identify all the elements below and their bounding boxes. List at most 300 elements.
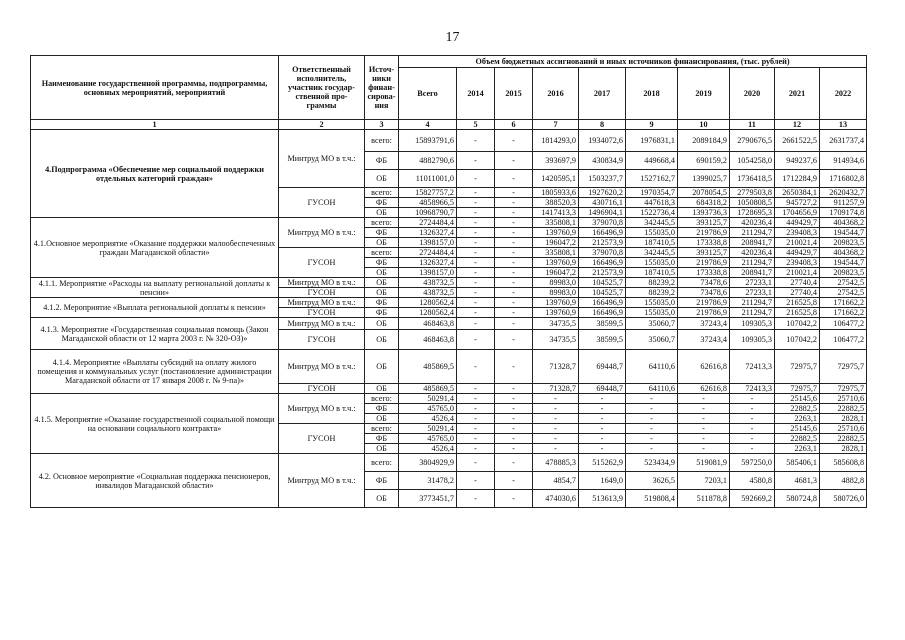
amount-cell: 45765,0 [399, 434, 457, 444]
amount-cell: - [678, 434, 730, 444]
funding-source: ОБ [365, 384, 399, 394]
header-year: Всего [399, 68, 457, 120]
amount-cell: - [457, 444, 495, 454]
amount-cell: 216525,8 [775, 308, 820, 318]
amount-cell: 155035,0 [626, 258, 678, 268]
amount-cell: 64110,6 [626, 350, 678, 384]
amount-cell: - [457, 384, 495, 394]
table-row [31, 350, 867, 384]
amount-cell: - [495, 198, 533, 208]
amount-cell: - [457, 330, 495, 350]
amount-cell: - [495, 278, 533, 288]
amount-cell: 216525,8 [775, 298, 820, 308]
amount-cell: 485869,5 [399, 384, 457, 394]
funding-source: ОБ [365, 330, 399, 350]
table-row [31, 318, 867, 330]
amount-cell: 25710,6 [820, 424, 867, 434]
amount-cell: 580726,0 [820, 490, 867, 508]
funding-source: всего: [365, 218, 399, 228]
amount-cell: 2779503,8 [730, 188, 775, 198]
funding-source: ОБ [365, 444, 399, 454]
amount-cell: 519808,4 [626, 490, 678, 508]
amount-cell: 34735,5 [533, 318, 579, 330]
amount-cell: 2078054,5 [678, 188, 730, 198]
amount-cell: - [495, 130, 533, 152]
amount-cell: 4882790,6 [399, 152, 457, 170]
funding-source: ФБ [365, 298, 399, 308]
amount-cell: 485869,5 [399, 350, 457, 384]
table-row [31, 298, 867, 308]
amount-cell: 173338,8 [678, 268, 730, 278]
amount-cell: - [533, 414, 579, 424]
amount-cell: - [457, 404, 495, 414]
amount-cell: 62616,8 [678, 384, 730, 394]
amount-cell: - [730, 394, 775, 404]
funding-source: ОБ [365, 318, 399, 330]
amount-cell: 171662,2 [820, 308, 867, 318]
amount-cell: 34735,5 [533, 330, 579, 350]
funding-source: всего: [365, 188, 399, 198]
amount-cell: 194544,7 [820, 228, 867, 238]
amount-cell: 1503237,7 [579, 170, 626, 188]
amount-cell: 73478,6 [678, 288, 730, 298]
amount-cell: 1398157,0 [399, 238, 457, 248]
header-year: 2021 [775, 68, 820, 120]
amount-cell: 27233,1 [730, 278, 775, 288]
amount-cell: 580724,8 [775, 490, 820, 508]
amount-cell: - [495, 170, 533, 188]
amount-cell: 478885,3 [533, 454, 579, 472]
amount-cell: 2724484,4 [399, 248, 457, 258]
amount-cell: 22882,5 [820, 434, 867, 444]
amount-cell: - [457, 130, 495, 152]
amount-cell: - [533, 404, 579, 414]
amount-cell: 1805933,6 [533, 188, 579, 198]
funding-source: ФБ [365, 228, 399, 238]
amount-cell: 72975,7 [820, 350, 867, 384]
amount-cell: 106477,2 [820, 330, 867, 350]
amount-cell: 3804929,9 [399, 454, 457, 472]
amount-cell: 1420595,1 [533, 170, 579, 188]
amount-cell: 73478,6 [678, 278, 730, 288]
amount-cell: 1522736,4 [626, 208, 678, 218]
amount-cell: 239408,3 [775, 228, 820, 238]
amount-cell: 104525,7 [579, 288, 626, 298]
amount-cell: 88239,2 [626, 288, 678, 298]
amount-cell: 379070,8 [579, 218, 626, 228]
amount-cell: 2724484,4 [399, 218, 457, 228]
amount-cell: - [457, 198, 495, 208]
amount-cell: 1970354,7 [626, 188, 678, 198]
amount-cell: 106477,2 [820, 318, 867, 330]
funding-source: всего: [365, 130, 399, 152]
amount-cell: 3773451,7 [399, 490, 457, 508]
amount-cell: - [457, 188, 495, 198]
amount-cell: - [533, 394, 579, 404]
amount-cell: 2263,1 [775, 444, 820, 454]
amount-cell: 523434,9 [626, 454, 678, 472]
amount-cell: - [457, 268, 495, 278]
amount-cell: 4526,4 [399, 414, 457, 424]
amount-cell: 173338,8 [678, 238, 730, 248]
amount-cell: - [457, 434, 495, 444]
executor: ГУСОН [279, 288, 365, 298]
amount-cell: 69448,7 [579, 384, 626, 394]
amount-cell: - [495, 490, 533, 508]
amount-cell: 89983,0 [533, 288, 579, 298]
amount-cell: - [495, 424, 533, 434]
funding-source: ФБ [365, 404, 399, 414]
amount-cell: 335808,1 [533, 218, 579, 228]
funding-source: ФБ [365, 308, 399, 318]
amount-cell: - [579, 404, 626, 414]
amount-cell: 1728695,3 [730, 208, 775, 218]
amount-cell: 212573,9 [579, 238, 626, 248]
amount-cell: 209823,5 [820, 238, 867, 248]
header-year: 2014 [457, 68, 495, 120]
amount-cell: 27233,1 [730, 288, 775, 298]
amount-cell: - [678, 404, 730, 414]
amount-cell: - [495, 288, 533, 298]
amount-cell: 22882,5 [820, 404, 867, 414]
amount-cell: 72413,3 [730, 350, 775, 384]
program-name: 4.1.5. Мероприятие «Оказание государственной социальной помощи на основании социального контракта» [31, 394, 279, 454]
amount-cell: 449429,7 [775, 218, 820, 228]
amount-cell: 139760,9 [533, 298, 579, 308]
amount-cell: 69448,7 [579, 350, 626, 384]
amount-cell: 196047,2 [533, 238, 579, 248]
amount-cell: - [579, 434, 626, 444]
column-number: 3 [365, 120, 399, 130]
header-year: 2018 [626, 68, 678, 120]
amount-cell: 519081,9 [678, 454, 730, 472]
amount-cell: - [457, 218, 495, 228]
amount-cell: - [457, 298, 495, 308]
column-number: 4 [399, 120, 457, 130]
amount-cell: 22882,5 [775, 434, 820, 444]
amount-cell: 219786,9 [678, 308, 730, 318]
amount-cell: - [457, 472, 495, 490]
amount-cell: 22882,5 [775, 404, 820, 414]
amount-cell: 2828,1 [820, 414, 867, 424]
amount-cell: 585608,8 [820, 454, 867, 472]
table-row [31, 218, 867, 228]
amount-cell: - [457, 170, 495, 188]
amount-cell: 31478,2 [399, 472, 457, 490]
funding-source: ФБ [365, 258, 399, 268]
amount-cell: 155035,0 [626, 298, 678, 308]
amount-cell: 212573,9 [579, 268, 626, 278]
amount-cell: 88239,2 [626, 278, 678, 288]
amount-cell: - [457, 308, 495, 318]
amount-cell: 1326327,4 [399, 258, 457, 268]
column-number: 5 [457, 120, 495, 130]
amount-cell: - [495, 444, 533, 454]
amount-cell: 4854,7 [533, 472, 579, 490]
executor: Минтруд МО в т.ч.: [279, 454, 365, 508]
amount-cell: 25145,6 [775, 394, 820, 404]
amount-cell: 187410,5 [626, 268, 678, 278]
column-numbers-row [31, 120, 867, 130]
amount-cell: 1709174,8 [820, 208, 867, 218]
amount-cell: 2631737,4 [820, 130, 867, 152]
amount-cell: 37243,4 [678, 318, 730, 330]
amount-cell: - [457, 454, 495, 472]
amount-cell: 208941,7 [730, 268, 775, 278]
amount-cell: 2828,1 [820, 444, 867, 454]
executor: ГУСОН [279, 384, 365, 394]
amount-cell: 949237,6 [775, 152, 820, 170]
amount-cell: 597250,0 [730, 454, 775, 472]
amount-cell: 27542,5 [820, 288, 867, 298]
amount-cell: 50291,4 [399, 424, 457, 434]
amount-cell: 139760,9 [533, 258, 579, 268]
amount-cell: 210021,4 [775, 268, 820, 278]
amount-cell: 690159,2 [678, 152, 730, 170]
amount-cell: 1054258,0 [730, 152, 775, 170]
amount-cell: - [457, 318, 495, 330]
funding-source: ОБ [365, 170, 399, 188]
amount-cell: 404368,2 [820, 218, 867, 228]
amount-cell: 155035,0 [626, 308, 678, 318]
program-name: 4.1.1. Мероприятие «Расходы на выплату региональной доплаты к пенсии» [31, 278, 279, 298]
table-row [31, 278, 867, 288]
amount-cell: 38599,5 [579, 330, 626, 350]
amount-cell: - [457, 278, 495, 288]
amount-cell: 515262,9 [579, 454, 626, 472]
amount-cell: 335808,1 [533, 248, 579, 258]
amount-cell: 468463,8 [399, 330, 457, 350]
table-row [31, 454, 867, 472]
amount-cell: 196047,2 [533, 268, 579, 278]
funding-source: ФБ [365, 198, 399, 208]
amount-cell: 449429,7 [775, 248, 820, 258]
amount-cell: - [495, 350, 533, 384]
amount-cell: - [457, 414, 495, 424]
amount-cell: - [457, 350, 495, 384]
amount-cell: 139760,9 [533, 308, 579, 318]
amount-cell: - [495, 308, 533, 318]
amount-cell: 1393736,3 [678, 208, 730, 218]
amount-cell: - [495, 414, 533, 424]
header-year: 2015 [495, 68, 533, 120]
amount-cell: - [626, 414, 678, 424]
amount-cell: - [495, 208, 533, 218]
amount-cell: 438732,5 [399, 288, 457, 298]
amount-cell: 4858966,5 [399, 198, 457, 208]
amount-cell: - [495, 472, 533, 490]
amount-cell: 3626,5 [626, 472, 678, 490]
amount-cell: 342445,5 [626, 248, 678, 258]
funding-source: всего: [365, 454, 399, 472]
program-name: 4.2. Основное мероприятие «Социальная поддержка пенсионеров, инвалидов Магаданской области» [31, 454, 279, 508]
amount-cell: 4526,4 [399, 444, 457, 454]
amount-cell: 155035,0 [626, 228, 678, 238]
amount-cell: - [579, 444, 626, 454]
program-name: 4.Подпрограмма «Обеспечение мер социальной поддержки отдельных категорий граждан» [31, 130, 279, 218]
amount-cell: 194544,7 [820, 258, 867, 268]
amount-cell: 25145,6 [775, 424, 820, 434]
amount-cell: 211294,7 [730, 258, 775, 268]
amount-cell: 35060,7 [626, 330, 678, 350]
amount-cell: - [457, 424, 495, 434]
amount-cell: - [533, 444, 579, 454]
amount-cell: 449668,4 [626, 152, 678, 170]
executor: Минтруд МО в т.ч.: [279, 318, 365, 330]
amount-cell: 2620432,7 [820, 188, 867, 198]
amount-cell: - [495, 330, 533, 350]
column-number: 2 [279, 120, 365, 130]
amount-cell: - [457, 238, 495, 248]
amount-cell: - [678, 394, 730, 404]
amount-cell: 27740,4 [775, 278, 820, 288]
amount-cell: 945727,2 [775, 198, 820, 208]
amount-cell: - [730, 444, 775, 454]
column-number: 6 [495, 120, 533, 130]
amount-cell: 474030,6 [533, 490, 579, 508]
funding-source: ОБ [365, 490, 399, 508]
header-year: 2022 [820, 68, 867, 120]
amount-cell: 447618,3 [626, 198, 678, 208]
funding-source: всего: [365, 394, 399, 404]
column-number: 11 [730, 120, 775, 130]
amount-cell: 1326327,4 [399, 228, 457, 238]
header-executor: Ответственный исполнитель, участник государ-ственной про-граммы [279, 56, 365, 120]
funding-source: ОБ [365, 238, 399, 248]
amount-cell: 430834,9 [579, 152, 626, 170]
amount-cell: 420236,4 [730, 248, 775, 258]
amount-cell: 107042,2 [775, 330, 820, 350]
amount-cell: 109305,3 [730, 330, 775, 350]
amount-cell: 219786,9 [678, 258, 730, 268]
amount-cell: - [626, 424, 678, 434]
funding-source: ФБ [365, 472, 399, 490]
column-number: 9 [626, 120, 678, 130]
amount-cell: 7203,1 [678, 472, 730, 490]
funding-source: ОБ [365, 278, 399, 288]
amount-cell: - [495, 454, 533, 472]
amount-cell: 50291,4 [399, 394, 457, 404]
amount-cell: - [626, 434, 678, 444]
header-year: 2017 [579, 68, 626, 120]
amount-cell: 187410,5 [626, 238, 678, 248]
amount-cell: 72975,7 [820, 384, 867, 394]
executor: Минтруд МО в т.ч.: [279, 298, 365, 308]
amount-cell: 10968790,7 [399, 208, 457, 218]
executor: Минтруд МО в т.ч.: [279, 278, 365, 288]
header-year: 2020 [730, 68, 775, 120]
amount-cell: 1976831,1 [626, 130, 678, 152]
funding-source: ОБ [365, 414, 399, 424]
amount-cell: 25710,6 [820, 394, 867, 404]
page-number: 17 [445, 30, 460, 45]
amount-cell: 1649,0 [579, 472, 626, 490]
amount-cell: 72413,3 [730, 384, 775, 394]
amount-cell: 2661522,5 [775, 130, 820, 152]
amount-cell: 62616,8 [678, 350, 730, 384]
amount-cell: 72975,7 [775, 350, 820, 384]
amount-cell: - [457, 490, 495, 508]
header-name: Наименование государственной программы, подпрограммы, основных мероприятий, мероприятий [31, 56, 279, 120]
amount-cell: - [730, 434, 775, 444]
amount-cell: - [626, 404, 678, 414]
amount-cell: - [457, 228, 495, 238]
amount-cell: - [457, 208, 495, 218]
column-number: 13 [820, 120, 867, 130]
amount-cell: - [495, 228, 533, 238]
amount-cell: 1496904,1 [579, 208, 626, 218]
amount-cell: 1712284,9 [775, 170, 820, 188]
amount-cell: 1398157,0 [399, 268, 457, 278]
amount-cell: 1704656,9 [775, 208, 820, 218]
financing-table [30, 55, 867, 508]
amount-cell: 11011001,0 [399, 170, 457, 188]
funding-source: всего: [365, 248, 399, 258]
amount-cell: - [730, 404, 775, 414]
amount-cell: - [579, 414, 626, 424]
amount-cell: 2089184,9 [678, 130, 730, 152]
funding-source: ОБ [365, 350, 399, 384]
amount-cell: 37243,4 [678, 330, 730, 350]
program-name: 4.1.3. Мероприятие «Государственная социальная помощь (Закон Магаданской области от 12 марта 2003 г. № 320-ОЗ)» [31, 318, 279, 350]
amount-cell: 107042,2 [775, 318, 820, 330]
amount-cell: 71328,7 [533, 350, 579, 384]
executor: ГУСОН [279, 330, 365, 350]
amount-cell: 35060,7 [626, 318, 678, 330]
amount-cell: - [457, 394, 495, 404]
amount-cell: 684318,2 [678, 198, 730, 208]
column-number: 1 [31, 120, 279, 130]
amount-cell: 109305,3 [730, 318, 775, 330]
amount-cell: 511878,8 [678, 490, 730, 508]
amount-cell: 404368,2 [820, 248, 867, 258]
amount-cell: 171662,2 [820, 298, 867, 308]
amount-cell: - [495, 248, 533, 258]
amount-cell: 393125,7 [678, 218, 730, 228]
amount-cell: - [678, 424, 730, 434]
program-name: 4.1.Основное мероприятие «Оказание поддержки малообеспеченных граждан Магаданской области» [31, 218, 279, 278]
amount-cell: 1527162,7 [626, 170, 678, 188]
amount-cell: 393697,9 [533, 152, 579, 170]
amount-cell: 211294,7 [730, 308, 775, 318]
amount-cell: - [495, 298, 533, 308]
header-year: 2019 [678, 68, 730, 120]
amount-cell: 211294,7 [730, 298, 775, 308]
amount-cell: 2790676,5 [730, 130, 775, 152]
executor: Минтруд МО в т.ч.: [279, 394, 365, 424]
amount-cell: - [730, 424, 775, 434]
header-source: Источ-ники финан-сирова-ния [365, 56, 399, 120]
amount-cell: 438732,5 [399, 278, 457, 288]
amount-cell: 585406,1 [775, 454, 820, 472]
amount-cell: - [579, 394, 626, 404]
amount-cell: - [533, 424, 579, 434]
amount-cell: 166496,9 [579, 308, 626, 318]
amount-cell: - [678, 414, 730, 424]
amount-cell: - [495, 188, 533, 198]
amount-cell: 2263,1 [775, 414, 820, 424]
amount-cell: 15827757,2 [399, 188, 457, 198]
amount-cell: 388520,3 [533, 198, 579, 208]
amount-cell: 911257,9 [820, 198, 867, 208]
amount-cell: 420236,4 [730, 218, 775, 228]
funding-source: всего: [365, 424, 399, 434]
amount-cell: - [495, 394, 533, 404]
amount-cell: 239408,3 [775, 258, 820, 268]
amount-cell: - [495, 384, 533, 394]
amount-cell: - [457, 152, 495, 170]
funding-source: ФБ [365, 152, 399, 170]
